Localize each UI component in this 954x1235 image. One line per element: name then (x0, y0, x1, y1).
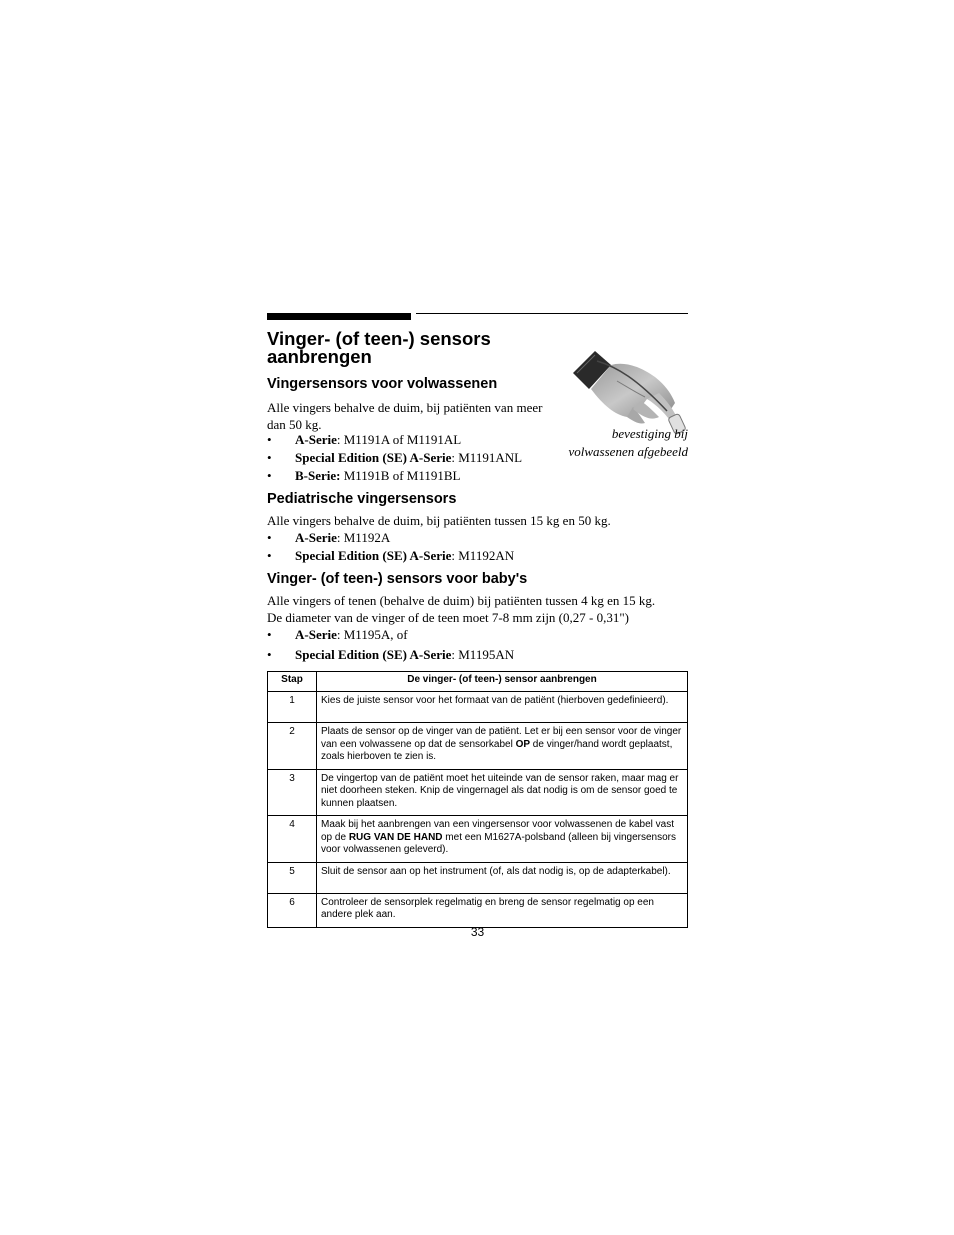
caption-line-1: bevestiging bij (611, 426, 688, 441)
rule-thin-line (416, 313, 688, 314)
table-row (268, 769, 688, 816)
series-label: Special Edition (SE) A-Serie (295, 647, 452, 662)
series-label: Special Edition (SE) A-Serie (295, 548, 452, 563)
table-row (268, 893, 688, 927)
table-header-row (268, 672, 688, 692)
model-number: M1191A of M1191AL (343, 432, 462, 447)
step-text: Sluit de sensor aan op het instrument (of, als dat nodig is, op de adapterkabel). (317, 862, 688, 893)
list-item: • Special Edition (SE) A-Serie: M1191ANL (267, 450, 523, 465)
column-header-description: De vinger- (of teen-) sensor aanbrengen (317, 672, 688, 692)
heading-baby-sensors: Vinger- (of teen-) sensors voor baby's (267, 571, 528, 587)
step-text: Plaats de sensor op de vinger van de patiënt. Let er bij een sensor voor de vinger van een volwassene op dat de sensorkabel OP de vinger/hand wordt geplaatst, zoals hierboven te zien is. (317, 723, 688, 770)
section-rule (267, 313, 688, 321)
series-label: A-Serie (295, 627, 337, 642)
model-number: M1192AN (458, 548, 515, 563)
page-title: Vinger- (of teen-) sensors aanbrengen (267, 328, 491, 367)
model-number: M1191B of M1191BL (343, 468, 461, 483)
baby-sensors-text-2: De diameter van de vinger of de teen moet 7-8 mm zijn (0,27 - 0,31") (267, 610, 629, 625)
step-text: Maak bij het aanbrengen van een vingersensor voor volwassenen de kabel vast op de RUG VAN DE HAND met een M1627A-polsband (alleen bij vingersensors voor volwassenen geleverd). (317, 816, 688, 863)
step-number: 2 (268, 723, 317, 770)
table-row (268, 723, 688, 770)
list-item: • Special Edition (SE) A-Serie: M1192AN (267, 548, 515, 563)
step-text: Kies de juiste sensor voor het formaat van de patiënt (hierboven gedefinieerd). (317, 692, 688, 723)
step-text: Controleer de sensorplek regelmatig en breng de sensor regelmatig op een andere plek aan. (317, 893, 688, 927)
caption-line-2: volwassenen afgebeeld (568, 444, 688, 459)
series-label: B-Serie: (295, 468, 341, 483)
list-item: • B-Serie: M1191B of M1191BL (267, 468, 461, 483)
model-number: M1195A, of (343, 627, 408, 642)
page-number: 33 (470, 925, 485, 939)
step-text: De vingertop van de patiënt moet het uiteinde van de sensor raken, maar mag er niet doorheen steken. Knip de vingernagel als dat nodig is om de sensor goed te kunnen plaatsen. (317, 769, 688, 816)
step-number: 6 (268, 893, 317, 927)
series-label: Special Edition (SE) A-Serie (295, 450, 452, 465)
heading-adult-sensors: Vingersensors voor volwassenen (267, 376, 498, 392)
list-item: • A-Serie: M1192A (267, 530, 391, 545)
rule-thick-bar (267, 313, 411, 320)
table-row (268, 862, 688, 893)
model-number: M1191ANL (458, 450, 523, 465)
table-row (268, 816, 688, 863)
series-label: A-Serie (295, 432, 337, 447)
step-number: 3 (268, 769, 317, 816)
step-number: 4 (268, 816, 317, 863)
model-number: M1195AN (458, 647, 515, 662)
step-number: 1 (268, 692, 317, 723)
column-header-step: Stap (268, 672, 317, 692)
pediatric-sensors-text: Alle vingers behalve de duim, bij patiënten tussen 15 kg en 50 kg. (267, 513, 611, 528)
series-label: A-Serie (295, 530, 337, 545)
adult-sensors-text: Alle vingers behalve de duim, bij patiënten van meer dan 50 kg. (267, 400, 543, 432)
baby-sensors-text-1: Alle vingers of tenen (behalve de duim) bij patiënten tussen 4 kg en 15 kg. (267, 593, 656, 608)
heading-pediatric-sensors: Pediatrische vingersensors (267, 491, 457, 507)
model-number: M1192A (343, 530, 391, 545)
step-number: 5 (268, 862, 317, 893)
steps-table (267, 671, 688, 928)
figure-caption (547, 425, 688, 461)
list-item: • Special Edition (SE) A-Serie: M1195AN (267, 647, 515, 662)
table-row (268, 692, 688, 723)
list-item: • A-Serie: M1191A of M1191AL (267, 432, 462, 447)
list-item: • A-Serie: M1195A, of (267, 627, 408, 642)
